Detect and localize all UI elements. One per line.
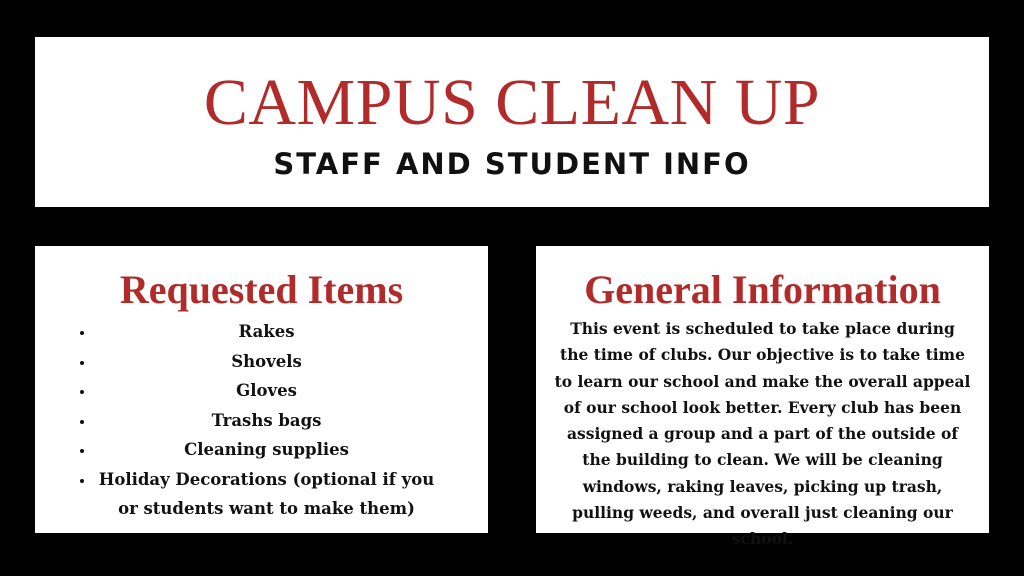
list-item: • Holiday Decorations (optional if you or students want to make them)	[95, 465, 438, 524]
list-item: • Trashs bags	[95, 406, 438, 436]
page-title: CAMPUS CLEAN UP	[203, 66, 821, 139]
list-item: • Gloves	[95, 376, 438, 406]
requested-items-list	[35, 317, 488, 524]
requested-items-title: Requested Items	[119, 267, 404, 312]
header-banner	[35, 37, 989, 207]
general-information-body: This event is scheduled to take place during the time of clubs. Our objective is to take time to learn our school and make the overall appeal of our school look better. Every club has been assigned a group and a part of the outside of the building to clean. We will be cleaning windows, raking leaves, picking up trash, pulling weeds, and overall just cleaning our school.	[554, 319, 971, 549]
page-subtitle: STAFF AND STUDENT INFO	[273, 147, 751, 181]
list-item: • Cleaning supplies	[95, 435, 438, 465]
requested-items-panel	[35, 246, 488, 533]
list-item: • Shovels	[95, 347, 438, 377]
list-item: • Rakes	[95, 317, 438, 347]
general-information-panel	[536, 246, 989, 549]
general-information-title: General Information	[584, 267, 941, 312]
